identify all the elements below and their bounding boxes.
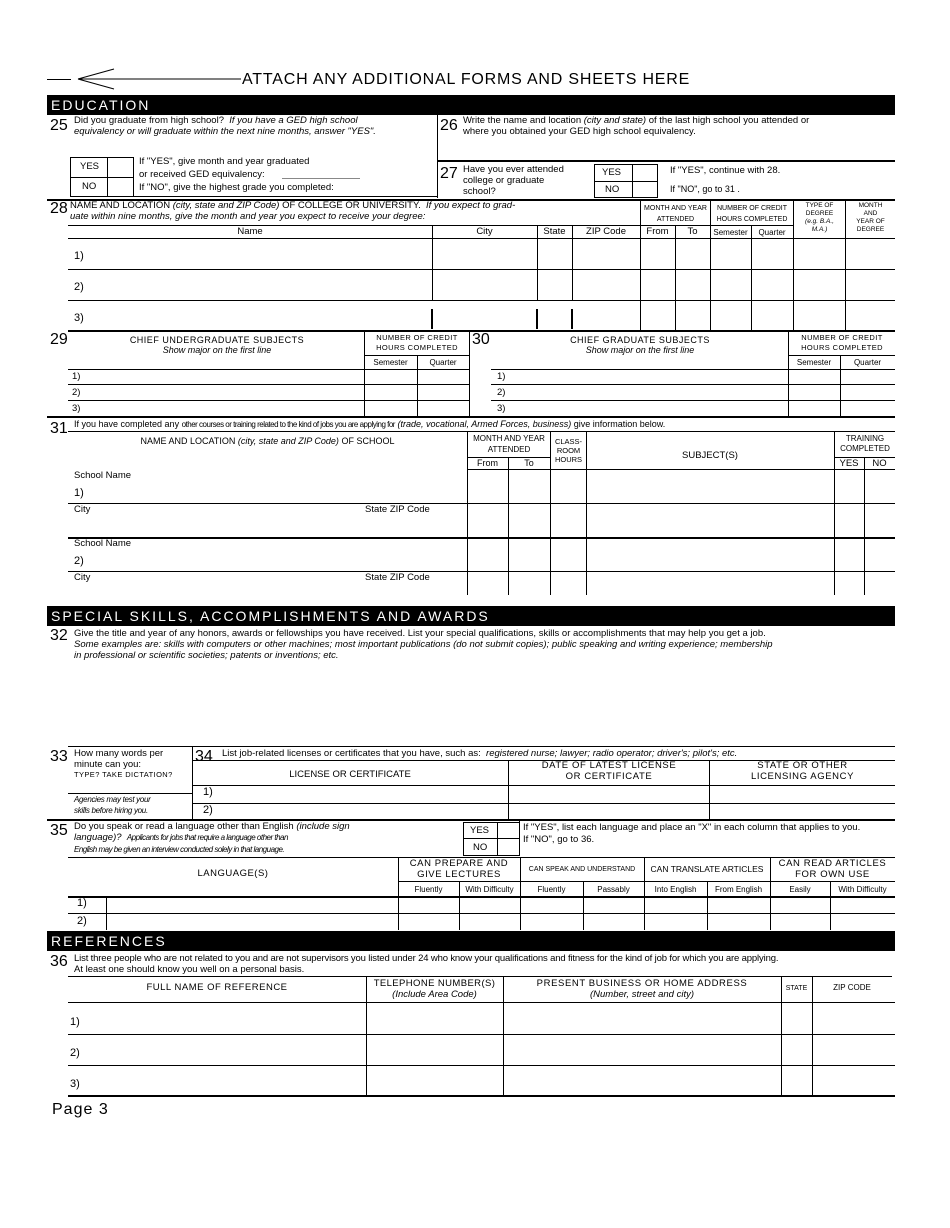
q30-row-label-2: 2) <box>497 387 506 398</box>
q26-school-field[interactable] <box>463 138 893 160</box>
q28-number: 28 <box>50 200 68 217</box>
q36-row-label-2: 2) <box>70 1047 80 1059</box>
q31-school1-mid <box>68 503 895 504</box>
q31-statezip-label-1: State ZIP Code <box>365 504 430 515</box>
q25-text: Did you graduate from high school? If you have a GED high school <box>74 115 358 126</box>
page-number: Page 3 <box>52 1101 109 1118</box>
q30-row-3[interactable] <box>511 401 895 416</box>
q35-yes-label: YES <box>470 825 490 836</box>
q31-school-name-field-2[interactable] <box>90 550 466 570</box>
q32-text-3: in professional or scientific societies; patents or inventions; etc. <box>74 650 339 661</box>
q31-month-header: MONTH AND YEAR ATTENDED <box>473 434 545 454</box>
q35-translate-header: CAN TRANSLATE ARTICLES <box>650 864 764 874</box>
q29-row-2[interactable] <box>86 385 468 400</box>
q28-row-label-1: 1) <box>74 250 84 262</box>
q30-credit-header: NUMBER OF CREDIT HOURS COMPLETED <box>801 333 883 352</box>
q36-text-1: List three people who are not related to you and are not supervisors you listed under 24 who know your qualifications and fitness for the kind of job for which you are applying. <box>74 953 779 964</box>
q31-school2-mid <box>68 571 895 572</box>
q27-yes-checkbox[interactable] <box>633 165 657 181</box>
q36-row-2[interactable] <box>86 1035 894 1065</box>
q25-yes-date-line <box>282 178 360 179</box>
q25-right-line <box>437 115 438 198</box>
q27-text-3: school? <box>463 186 496 197</box>
q27-number: 27 <box>440 165 458 182</box>
q36-tel-header: TELEPHONE NUMBER(S) (Include Area Code) <box>373 978 496 1000</box>
q31-classroom-header: CLASS- ROOM HOURS <box>554 437 583 464</box>
attach-arrow-icon <box>76 68 242 90</box>
q31-row-label-1: 1) <box>74 487 84 499</box>
q35-lectures-difficulty: With Difficulty <box>465 885 514 894</box>
q31-city-field-2[interactable] <box>74 584 466 595</box>
q27-if-no: If "NO", go to 31 . <box>670 184 740 194</box>
q35-text-1: Do you speak or read a language other than English (include sign <box>74 821 350 832</box>
q29-credit-header: NUMBER OF CREDIT HOURS COMPLETED <box>376 333 458 352</box>
q30-semester: Semester <box>796 358 832 367</box>
q31-name-header: NAME AND LOCATION (city, state and ZIP Code) OF SCHOOL <box>140 436 395 446</box>
q26-number: 26 <box>440 117 458 134</box>
q33-text-1: How many words per <box>74 748 164 759</box>
q34-row-1[interactable] <box>218 786 894 803</box>
q29-row-label-1: 1) <box>72 371 81 382</box>
q33-wpm-field[interactable] <box>74 780 190 792</box>
attach-text: ATTACH ANY ADDITIONAL FORMS AND SHEETS HERE <box>242 71 691 88</box>
q28-row3-v-432 <box>431 309 433 329</box>
q28-col-semester: Semester <box>713 228 748 237</box>
q30-row-label-1: 1) <box>497 371 506 382</box>
q33-mid <box>68 793 192 794</box>
q35-read-easily: Easily <box>789 885 811 894</box>
q25-no-checkbox[interactable] <box>108 178 133 196</box>
q28-degree-year-header: MONTH AND YEAR OF DEGREE <box>856 202 885 233</box>
q29-credit-line <box>364 355 469 356</box>
q27-text-2: college or graduate <box>463 175 545 186</box>
q35-lectures-header: CAN PREPARE AND GIVE LECTURES <box>409 858 509 880</box>
q28-month-header: MONTH AND YEAR ATTENDED <box>644 205 707 223</box>
q28-row-3[interactable] <box>92 301 895 330</box>
q29-number: 29 <box>50 331 68 348</box>
q36-name-header: FULL NAME OF REFERENCE <box>146 982 288 993</box>
q26-text-2: where you obtained your GED high school equivalency. <box>463 126 696 137</box>
q29-row-3[interactable] <box>86 401 468 416</box>
q29-row-1[interactable] <box>86 370 468 384</box>
q29-semester: Semester <box>373 358 408 367</box>
q30-row-2[interactable] <box>511 385 895 400</box>
q31-school-name-label-2: School Name <box>74 538 132 549</box>
q35-read-difficulty: With Difficulty <box>838 885 887 894</box>
q29-quarter: Quarter <box>429 358 457 367</box>
q36-row-3[interactable] <box>86 1066 894 1095</box>
q36-row-label-1: 1) <box>70 1016 80 1028</box>
q28-col-state: State <box>543 226 566 237</box>
q31-number: 31 <box>50 420 68 437</box>
q33-text-2: minute can you: <box>74 759 142 770</box>
q30-row-1[interactable] <box>511 370 895 384</box>
q25-bottom-line <box>134 196 437 197</box>
q28-credit-header: NUMBER OF CREDIT HOURS COMPLETED <box>716 205 788 223</box>
q28-col-from: From <box>646 226 669 237</box>
q31-v-864 <box>864 457 865 595</box>
q31-header-bottom <box>467 469 895 470</box>
q27-if-yes: If "YES", continue with 28. <box>670 165 781 176</box>
q35-no-checkbox[interactable] <box>498 839 518 855</box>
q35-if-yes: If "YES", list each language and place an "X" in each column that applies to you. <box>523 822 861 833</box>
q34-number: 34 <box>195 748 213 765</box>
q33-text-3: TYPE? TAKE DICTATION? <box>74 770 173 779</box>
q28-col-zip: ZIP Code <box>586 226 626 237</box>
q28-col-quarter: Quarter <box>758 228 786 237</box>
q25-highest-grade-field[interactable] <box>360 180 436 195</box>
education-header: EDUCATION <box>47 95 895 115</box>
q35-row-label-2: 2) <box>77 915 87 927</box>
q28-row3-v-640 <box>640 300 641 330</box>
q32-number: 32 <box>50 627 68 644</box>
q28-row-1[interactable] <box>92 239 895 269</box>
q36-state-header: STATE <box>785 985 808 992</box>
q31-training-header: TRAINING COMPLETED <box>840 434 890 453</box>
attach-line-left <box>47 79 71 80</box>
q31-school-name-field-1[interactable] <box>90 482 466 502</box>
q33-number: 33 <box>50 748 68 765</box>
q36-row-1[interactable] <box>86 1003 894 1034</box>
q28-row3-v-572 <box>571 309 573 329</box>
q36-bottom <box>68 1095 895 1097</box>
q36-text-2: At least one should know you well on a personal basis. <box>74 964 305 975</box>
q36-row-label-3: 3) <box>70 1078 80 1090</box>
q28-row3-v-710 <box>710 300 711 330</box>
q30-number: 30 <box>472 331 490 348</box>
q35-if-no: If "NO", go to 36. <box>523 834 595 845</box>
q28-row3-v-845 <box>845 300 846 330</box>
q31-school-name-label-1: School Name <box>74 470 132 481</box>
q29-q30-bottom <box>47 416 895 418</box>
q35-text-3: English may be given an interview conducted solely in that language. <box>74 845 285 854</box>
q25-graduation-date-field[interactable] <box>282 166 360 178</box>
q26-text: Write the name and location (city and state) of the last high school you attended or <box>463 115 810 126</box>
q28-row3-v-675 <box>675 300 676 330</box>
references-header: REFERENCES <box>47 931 895 951</box>
q28-text-1: NAME AND LOCATION (city, state and ZIP Code) OF COLLEGE OR UNIVERSITY. If you expect to grad- <box>70 200 516 211</box>
q25-no-label: NO <box>82 181 97 192</box>
q34-row-label-1: 1) <box>203 786 213 798</box>
q31-city-label-1: City <box>74 504 91 515</box>
q32-skills-textarea[interactable] <box>74 664 898 748</box>
q31-text: If you have completed any other courses or training related to the kind of jobs you are applying for (trade, vocational, Armed Forces, business) give information below. <box>74 419 666 429</box>
q30-row-label-3: 3) <box>497 403 506 414</box>
q29-v-469 <box>469 331 470 416</box>
q35-text-2: language)? Applicants for jobs that require a language other than <box>74 832 288 843</box>
q28-row-label-3: 3) <box>74 312 84 324</box>
q29-row-label-2: 2) <box>72 387 81 398</box>
q31-school1-bottom <box>68 537 895 539</box>
q34-license-header: LICENSE OR CERTIFICATE <box>289 769 411 780</box>
q27-yes-label: YES <box>602 167 622 178</box>
skills-header: SPECIAL SKILLS, ACCOMPLISHMENTS AND AWARDS <box>47 606 895 626</box>
q31-yes-header: YES <box>839 458 859 469</box>
q25-yes-label: YES <box>80 161 100 172</box>
q28-row3-v-751 <box>751 300 752 330</box>
q35-box-right <box>519 819 520 856</box>
q33-note-2: skills before hiring you. <box>74 806 148 815</box>
q35-subheader-line <box>398 881 895 882</box>
q25-number: 25 <box>50 117 68 134</box>
q28-degree-type-header: TYPE OF DEGREE (e.g. B.A., M.A.) <box>805 202 834 233</box>
q31-v-508 <box>508 457 509 595</box>
q34-text: List job-related licenses or certificates that you have, such as: registered nurse; lawyer; radio operator; driver's; pilot's; etc. <box>222 748 738 759</box>
q31-to: To <box>524 458 534 468</box>
q35-speak-fluently: Fluently <box>537 885 566 894</box>
q30-credit-line <box>788 355 895 356</box>
q31-from: From <box>477 458 498 468</box>
q36-zip-header: ZIP CODE <box>833 983 871 992</box>
q31-header-top <box>68 431 895 432</box>
q26-bottom-line <box>437 160 895 162</box>
q32-text-2: Some examples are: skills with computers or other machines; most important publications (do not submit copies); public speaking and writing experience; membership <box>74 639 773 650</box>
q27-text-1: Have you ever attended <box>463 164 564 175</box>
q28-text-2: uate within nine months, give the month and year you expect to receive your degree: <box>70 211 426 222</box>
q30-header: CHIEF GRADUATE SUBJECTS Show major on the first line <box>570 335 710 355</box>
q36-addr-header: PRESENT BUSINESS OR HOME ADDRESS (Number, street and city) <box>536 978 748 1000</box>
q31-subjects-header: SUBJECT(S) <box>682 450 738 461</box>
q34-date-header: DATE OF LATEST LICENSE OR CERTIFICATE <box>541 760 677 782</box>
q31-city-label-2: City <box>74 572 91 583</box>
q31-row-label-2: 2) <box>74 555 84 567</box>
q36-header-top <box>68 976 892 977</box>
q35-translate-from: From English <box>714 885 763 894</box>
q31-city-field-1[interactable] <box>74 516 466 536</box>
q31-no-header: NO <box>872 458 887 469</box>
q35-translate-into: Into English <box>654 885 697 894</box>
q35-no-label: NO <box>473 842 488 853</box>
q28-col-name: Name <box>237 226 263 237</box>
q25-if-yes-2: or received GED equivalency: <box>139 169 265 180</box>
q35-row-1[interactable] <box>107 898 895 913</box>
q33-right <box>192 746 193 820</box>
q35-speak-passably: Passably <box>597 885 630 894</box>
q35-number: 35 <box>50 822 68 839</box>
q25-text-2: equivalency or will graduate within the next nine months, answer "YES". <box>74 126 376 137</box>
q34-agency-header: STATE OR OTHER LICENSING AGENCY <box>750 760 855 782</box>
q29-row-label-3: 3) <box>72 403 81 414</box>
q35-yes-checkbox[interactable] <box>498 823 518 838</box>
q36-number: 36 <box>50 953 68 970</box>
q27-no-label: NO <box>605 184 620 195</box>
q35-speak-header: CAN SPEAK AND UNDERSTAND <box>528 866 636 873</box>
q28-col-city: City <box>476 226 493 237</box>
q28-row-2[interactable] <box>92 270 895 300</box>
q35-row-2[interactable] <box>107 914 895 929</box>
q34-row-2[interactable] <box>218 804 894 819</box>
q35-row-label-1: 1) <box>77 897 87 909</box>
q35-lectures-fluently: Fluently <box>414 885 443 894</box>
q28-row3-v-537 <box>536 309 538 329</box>
q35-language-header: LANGUAGE(S) <box>197 868 269 879</box>
q25-if-yes-1: If "YES", give month and year graduated <box>139 156 310 167</box>
q35-read-header: CAN READ ARTICLES FOR OWN USE <box>778 858 887 880</box>
q32-text-1: Give the title and year of any honors, awards or fellowships you have received. List your special qualifications, skills or accomplishments that may help you get a job. <box>74 628 766 639</box>
q31-statezip-label-2: State ZIP Code <box>365 572 430 583</box>
q33-note-1: Agencies may test your <box>74 795 151 804</box>
q28-col-to: To <box>687 226 698 237</box>
q30-quarter: Quarter <box>853 358 882 367</box>
q28-row-label-2: 2) <box>74 281 84 293</box>
q27-no-checkbox[interactable] <box>633 182 657 197</box>
q34-row-label-2: 2) <box>203 804 213 816</box>
q29-header: CHIEF UNDERGRADUATE SUBJECTS Show major on the first line <box>129 335 305 355</box>
q25-yes-checkbox[interactable] <box>108 158 133 177</box>
q28-row3-v-793 <box>793 300 794 330</box>
q25-if-no: If "NO", give the highest grade you completed: <box>139 182 334 193</box>
